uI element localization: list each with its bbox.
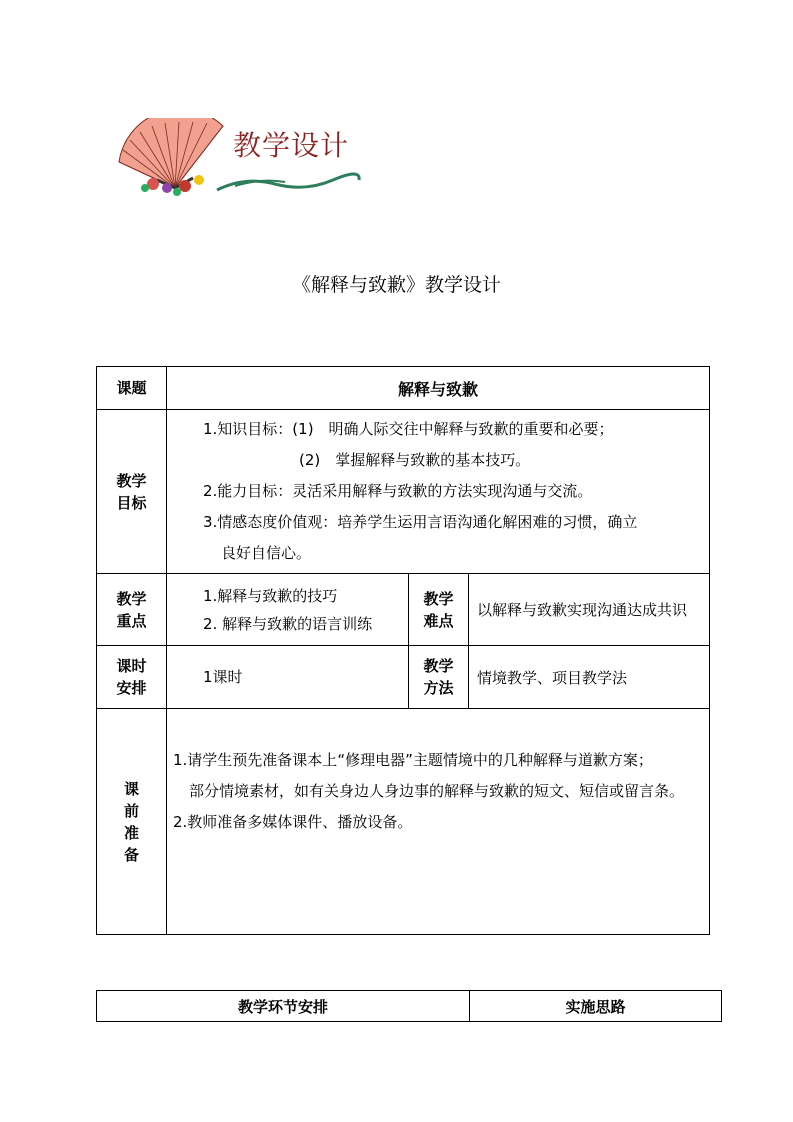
approach-col-header: 实施思路 — [470, 991, 722, 1022]
banner-title: 教学设计 — [233, 129, 350, 162]
goal-knowledge: 1.知识目标：(1) 明确人际交往中解释与致歉的重要和必要； — [203, 420, 614, 438]
lesson-plan-table — [96, 366, 710, 935]
topic-value: 解释与致歉 — [167, 367, 710, 410]
steps-col-header: 教学环节安排 — [97, 991, 470, 1022]
prep-label: 课 前 准 备 — [97, 709, 167, 935]
table-row — [97, 709, 710, 935]
goal-emotion: 3.情感态度价值观：培养学生运用言语沟通化解困难的习惯，确立 — [203, 513, 638, 531]
steps-table — [96, 990, 722, 1022]
table-row — [97, 646, 710, 709]
table-row — [97, 991, 722, 1022]
prep-item-2: 2.教师准备多媒体课件、播放设备。 — [173, 813, 413, 831]
topic-label: 课题 — [97, 367, 167, 410]
prep-item-1: 1.请学生预先准备课本上“修理电器”主题情境中的几种解释与道歉方案； — [173, 751, 653, 769]
table-row — [97, 410, 710, 574]
table-row — [97, 574, 710, 646]
method-label: 教学 方法 — [409, 646, 469, 709]
prep-item-1-cont: 部分情境素材，如有关身边人身边事的解释与致歉的短文、短信或留言条。 — [189, 782, 685, 800]
time-value: 1课时 — [167, 646, 409, 709]
goals-label: 教学 目标 — [97, 410, 167, 574]
goal-ability: 2.能力目标：灵活采用解释与致歉的方法实现沟通与交流。 — [203, 482, 593, 500]
focus-content: 1.解释与致歉的技巧 2. 解释与致歉的语言训练 — [167, 574, 409, 646]
difficulty-value: 以解释与致歉实现沟通达成共识 — [469, 574, 710, 646]
prep-content — [167, 709, 710, 935]
time-label: 课时 安排 — [97, 646, 167, 709]
goals-content — [167, 410, 710, 574]
header-banner — [115, 118, 375, 200]
focus-label: 教学 重点 — [97, 574, 167, 646]
goal-knowledge-2: (2) 掌握解释与致歉的基本技巧。 — [299, 451, 531, 469]
goal-emotion-2: 良好自信心。 — [221, 544, 312, 562]
document-title: 《解释与致歉》教学设计 — [291, 274, 501, 296]
difficulty-label: 教学 难点 — [409, 574, 469, 646]
table-row — [97, 367, 710, 410]
method-value: 情境教学、项目教学法 — [469, 646, 710, 709]
